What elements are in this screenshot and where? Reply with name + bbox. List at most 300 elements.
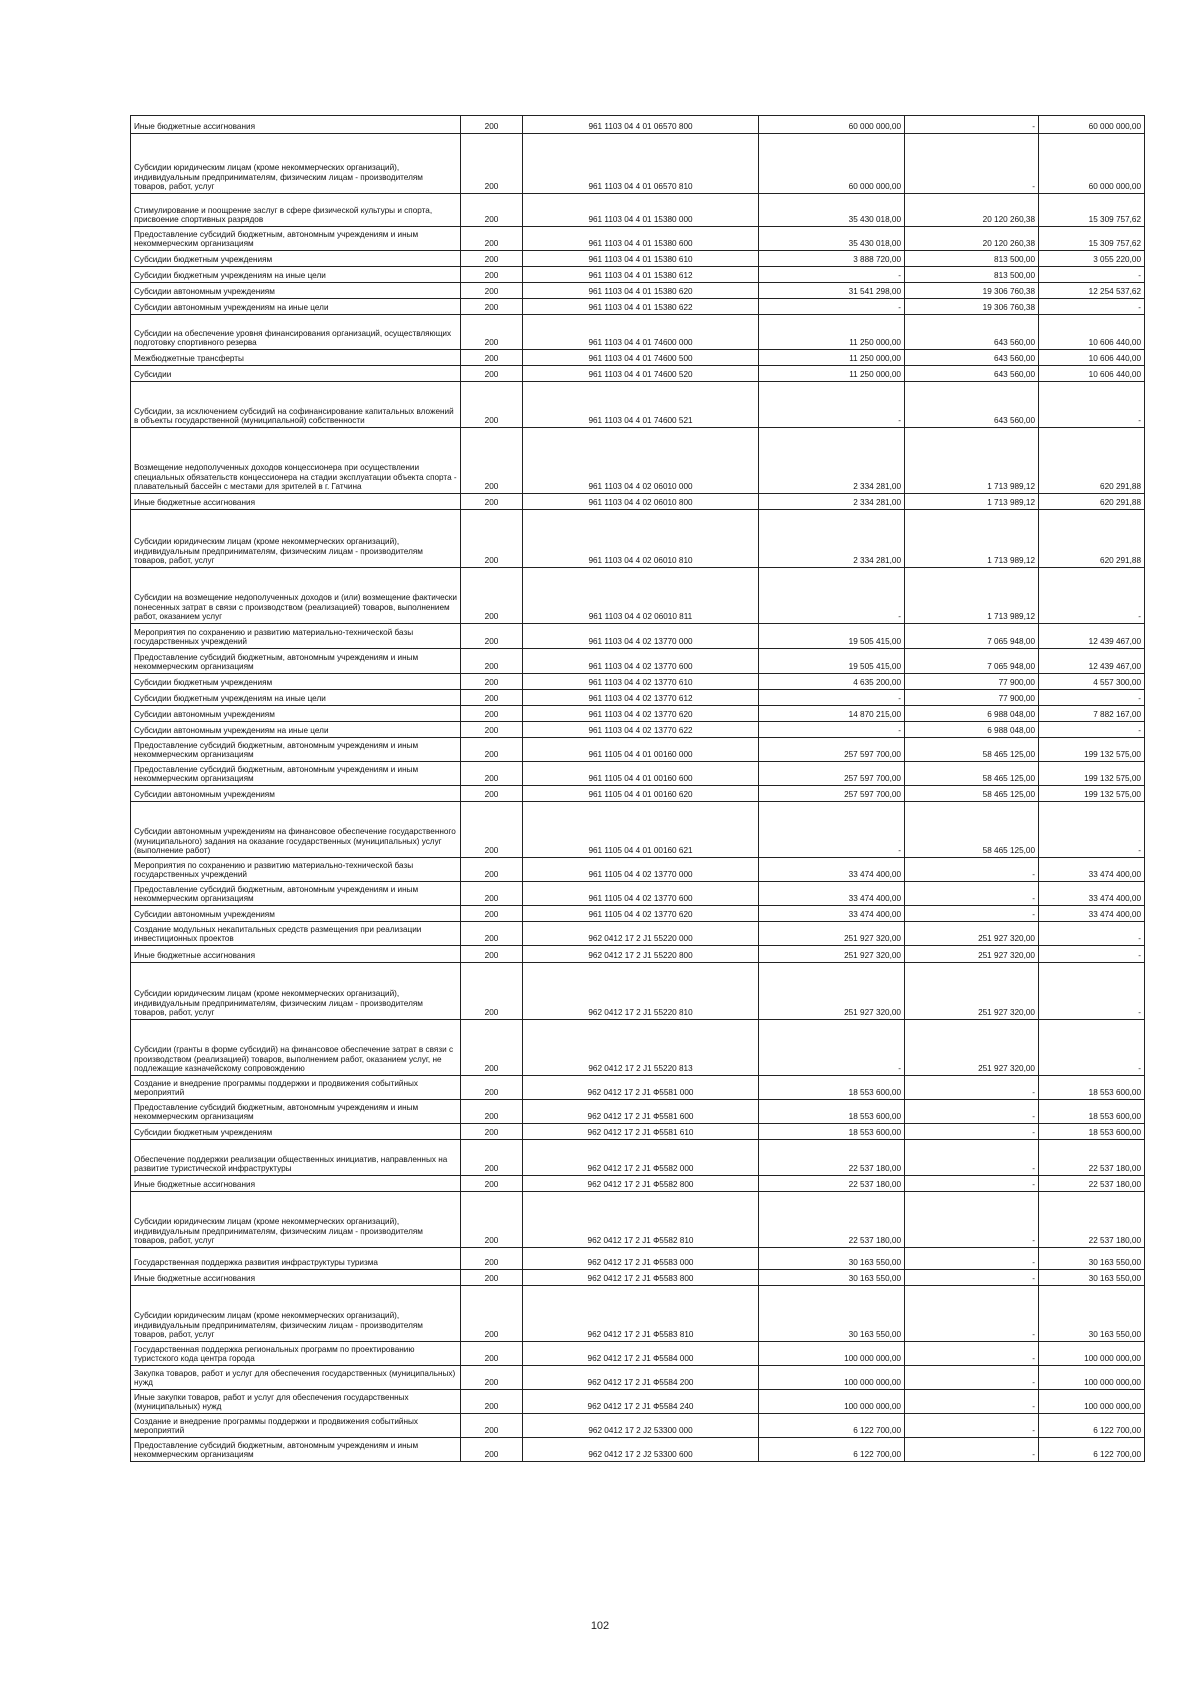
row-budget-code: 961 1103 04 4 01 15380 612 [523, 267, 759, 283]
row-approved-amount: - [759, 802, 905, 858]
row-name: Субсидии бюджетным учреждениям на иные цели [131, 267, 461, 283]
row-unexecuted-amount: 3 055 220,00 [1039, 251, 1145, 267]
row-executed-amount: - [905, 906, 1039, 922]
row-budget-code: 961 1103 04 4 01 74600 521 [523, 382, 759, 428]
row-budget-code: 962 0412 17 2 J1 55220 000 [523, 922, 759, 946]
row-line-code: 200 [461, 922, 523, 946]
table-row [131, 922, 1145, 946]
row-unexecuted-amount: - [1039, 922, 1145, 946]
row-unexecuted-amount: - [1039, 802, 1145, 858]
row-line-code: 200 [461, 858, 523, 882]
row-executed-amount: - [905, 1342, 1039, 1366]
row-approved-amount: 3 888 720,00 [759, 251, 905, 267]
row-unexecuted-amount: 33 474 400,00 [1039, 858, 1145, 882]
row-executed-amount: 643 560,00 [905, 366, 1039, 382]
row-line-code: 200 [461, 722, 523, 738]
row-unexecuted-amount: 10 606 440,00 [1039, 366, 1145, 382]
row-name: Субсидии юридическим лицам (кроме некоммерческих организаций), индивидуальным предпринимателям, физическим лицам - производителям товаров, работ, услуг [131, 510, 461, 568]
row-line-code: 200 [461, 1100, 523, 1124]
row-budget-code: 961 1103 04 4 01 15380 600 [523, 227, 759, 251]
row-executed-amount: - [905, 882, 1039, 906]
row-executed-amount: - [905, 1140, 1039, 1176]
row-approved-amount: 257 597 700,00 [759, 762, 905, 786]
table-row [131, 1342, 1145, 1366]
row-unexecuted-amount: - [1039, 690, 1145, 706]
table-row [131, 624, 1145, 649]
row-budget-code: 961 1103 04 4 01 15380 622 [523, 299, 759, 315]
row-unexecuted-amount: - [1039, 299, 1145, 315]
row-budget-code: 961 1103 04 4 02 06010 000 [523, 428, 759, 494]
row-unexecuted-amount: - [1039, 1020, 1145, 1076]
row-approved-amount: 35 430 018,00 [759, 194, 905, 227]
row-budget-code: 962 0412 17 2 J1 Ф5584 200 [523, 1366, 759, 1390]
table-row [131, 762, 1145, 786]
row-name: Иные бюджетные ассигнования [131, 494, 461, 510]
row-line-code: 200 [461, 1248, 523, 1270]
row-name: Субсидии автономным учреждениям на финансовое обеспечение государственного (муниципального) задания на оказание государственных (муниципальных) услуг (выполнение работ) [131, 802, 461, 858]
row-name: Создание и внедрение программы поддержки и продвижения событийных мероприятий [131, 1076, 461, 1100]
row-approved-amount: 6 122 700,00 [759, 1414, 905, 1438]
row-name: Субсидии автономным учреждениям на иные цели [131, 299, 461, 315]
row-line-code: 200 [461, 1020, 523, 1076]
table-row [131, 1390, 1145, 1414]
row-line-code: 200 [461, 1286, 523, 1342]
row-unexecuted-amount: 18 553 600,00 [1039, 1100, 1145, 1124]
row-unexecuted-amount: 100 000 000,00 [1039, 1390, 1145, 1414]
row-budget-code: 961 1105 04 4 01 00160 621 [523, 802, 759, 858]
row-line-code: 200 [461, 1140, 523, 1176]
row-approved-amount: 60 000 000,00 [759, 116, 905, 134]
table-row [131, 227, 1145, 251]
row-executed-amount: - [905, 1270, 1039, 1286]
row-budget-code: 962 0412 17 2 J1 Ф5583 800 [523, 1270, 759, 1286]
row-approved-amount: 19 505 415,00 [759, 624, 905, 649]
table-row [131, 1366, 1145, 1390]
row-line-code: 200 [461, 116, 523, 134]
row-unexecuted-amount: 6 122 700,00 [1039, 1438, 1145, 1462]
row-approved-amount: 4 635 200,00 [759, 674, 905, 690]
row-unexecuted-amount: 60 000 000,00 [1039, 116, 1145, 134]
row-unexecuted-amount: 12 439 467,00 [1039, 624, 1145, 649]
table-row [131, 1286, 1145, 1342]
row-unexecuted-amount: 10 606 440,00 [1039, 315, 1145, 350]
row-line-code: 200 [461, 1366, 523, 1390]
row-name: Субсидии автономным учреждениям [131, 283, 461, 299]
row-name: Предоставление субсидий бюджетным, автономным учреждениям и иным некоммерческим организациям [131, 882, 461, 906]
table-row [131, 350, 1145, 366]
row-approved-amount: 18 553 600,00 [759, 1124, 905, 1140]
row-approved-amount: 251 927 320,00 [759, 963, 905, 1020]
row-approved-amount: 33 474 400,00 [759, 906, 905, 922]
row-approved-amount: 30 163 550,00 [759, 1270, 905, 1286]
table-row [131, 428, 1145, 494]
row-name: Предоставление субсидий бюджетным, автономным учреждениям и иным некоммерческим организациям [131, 1100, 461, 1124]
row-name: Субсидии (гранты в форме субсидий) на финансовое обеспечение затрат в связи с производством (реализацией) товаров, выполнением работ, оказанием услуг, не подлежащие казначейскому сопровождению [131, 1020, 461, 1076]
table-row [131, 1270, 1145, 1286]
table-row [131, 510, 1145, 568]
table-row [131, 946, 1145, 963]
row-executed-amount: 251 927 320,00 [905, 946, 1039, 963]
row-budget-code: 962 0412 17 2 J1 Ф5581 600 [523, 1100, 759, 1124]
row-executed-amount: 19 306 760,38 [905, 299, 1039, 315]
row-line-code: 200 [461, 946, 523, 963]
row-line-code: 200 [461, 963, 523, 1020]
row-name: Субсидии бюджетным учреждениям [131, 251, 461, 267]
row-name: Возмещение недополученных доходов концессионера при осуществлении специальных обязательств концессионера на стадии эксплуатации объекта спорта - плавательный бассейн с местами для зрителей в г. Гатчина [131, 428, 461, 494]
row-unexecuted-amount: - [1039, 963, 1145, 1020]
row-name: Предоставление субсидий бюджетным, автономным учреждениям и иным некоммерческим организациям [131, 1438, 461, 1462]
row-unexecuted-amount: 22 537 180,00 [1039, 1140, 1145, 1176]
row-executed-amount: 20 120 260,38 [905, 194, 1039, 227]
row-name: Субсидии на обеспечение уровня финансирования организаций, осуществляющих подготовку спортивного резерва [131, 315, 461, 350]
row-budget-code: 961 1103 04 4 01 74600 000 [523, 315, 759, 350]
row-line-code: 200 [461, 350, 523, 366]
row-unexecuted-amount: 199 132 575,00 [1039, 738, 1145, 762]
row-budget-code: 961 1103 04 4 02 06010 800 [523, 494, 759, 510]
page-number: 102 [590, 1620, 610, 1632]
row-line-code: 200 [461, 510, 523, 568]
table-row [131, 134, 1145, 194]
row-approved-amount: 100 000 000,00 [759, 1342, 905, 1366]
row-executed-amount: 77 900,00 [905, 674, 1039, 690]
row-line-code: 200 [461, 786, 523, 802]
table-row [131, 858, 1145, 882]
row-line-code: 200 [461, 428, 523, 494]
row-budget-code: 961 1103 04 4 01 06570 810 [523, 134, 759, 194]
row-executed-amount: 643 560,00 [905, 315, 1039, 350]
row-executed-amount: - [905, 1176, 1039, 1192]
table-row [131, 382, 1145, 428]
budget-table-body [131, 116, 1145, 1462]
row-budget-code: 962 0412 17 2 J2 53300 600 [523, 1438, 759, 1462]
row-budget-code: 962 0412 17 2 J1 55220 810 [523, 963, 759, 1020]
row-name: Субсидии автономным учреждениям [131, 786, 461, 802]
row-name: Субсидии бюджетным учреждениям [131, 1124, 461, 1140]
row-unexecuted-amount: 18 553 600,00 [1039, 1076, 1145, 1100]
row-unexecuted-amount: 6 122 700,00 [1039, 1414, 1145, 1438]
row-budget-code: 962 0412 17 2 J2 53300 000 [523, 1414, 759, 1438]
row-budget-code: 961 1103 04 4 02 13770 612 [523, 690, 759, 706]
row-line-code: 200 [461, 1270, 523, 1286]
row-budget-code: 961 1103 04 4 02 06010 811 [523, 568, 759, 624]
row-name: Мероприятия по сохранению и развитию материально-технической базы государственных учреждений [131, 858, 461, 882]
row-name: Создание модульных некапитальных средств размещения при реализации инвестиционных проектов [131, 922, 461, 946]
row-approved-amount: 6 122 700,00 [759, 1438, 905, 1462]
table-row [131, 906, 1145, 922]
row-executed-amount: 7 065 948,00 [905, 624, 1039, 649]
table-row [131, 568, 1145, 624]
row-line-code: 200 [461, 624, 523, 649]
row-line-code: 200 [461, 1176, 523, 1192]
row-name: Иные бюджетные ассигнования [131, 1270, 461, 1286]
row-line-code: 200 [461, 315, 523, 350]
row-approved-amount: - [759, 568, 905, 624]
row-executed-amount: - [905, 1366, 1039, 1390]
row-unexecuted-amount: 33 474 400,00 [1039, 906, 1145, 922]
table-row [131, 1100, 1145, 1124]
row-approved-amount: 18 553 600,00 [759, 1076, 905, 1100]
row-executed-amount: 7 065 948,00 [905, 649, 1039, 674]
row-name: Иные закупки товаров, работ и услуг для обеспечения государственных (муниципальных) нужд [131, 1390, 461, 1414]
table-row [131, 674, 1145, 690]
row-name: Иные бюджетные ассигнования [131, 946, 461, 963]
table-row [131, 299, 1145, 315]
row-approved-amount: 100 000 000,00 [759, 1390, 905, 1414]
row-budget-code: 962 0412 17 2 J1 Ф5582 000 [523, 1140, 759, 1176]
row-name: Иные бюджетные ассигнования [131, 116, 461, 134]
row-budget-code: 962 0412 17 2 J1 Ф5581 610 [523, 1124, 759, 1140]
row-line-code: 200 [461, 674, 523, 690]
row-line-code: 200 [461, 1390, 523, 1414]
row-approved-amount: - [759, 690, 905, 706]
row-executed-amount: 1 713 989,12 [905, 428, 1039, 494]
table-row [131, 802, 1145, 858]
row-approved-amount: 60 000 000,00 [759, 134, 905, 194]
row-name: Субсидии юридическим лицам (кроме некоммерческих организаций), индивидуальным предпринимателям, физическим лицам - производителям товаров, работ, услуг [131, 134, 461, 194]
row-unexecuted-amount: 12 254 537,62 [1039, 283, 1145, 299]
row-unexecuted-amount: 199 132 575,00 [1039, 786, 1145, 802]
row-name: Мероприятия по сохранению и развитию материально-технической базы государственных учреждений [131, 624, 461, 649]
table-row [131, 690, 1145, 706]
row-approved-amount: 251 927 320,00 [759, 946, 905, 963]
row-approved-amount: 11 250 000,00 [759, 315, 905, 350]
row-unexecuted-amount: 22 537 180,00 [1039, 1192, 1145, 1248]
row-name: Субсидии бюджетным учреждениям [131, 674, 461, 690]
row-budget-code: 961 1103 04 4 02 13770 610 [523, 674, 759, 690]
row-line-code: 200 [461, 802, 523, 858]
row-name: Предоставление субсидий бюджетным, автономным учреждениям и иным некоммерческим организациям [131, 738, 461, 762]
row-name: Субсидии автономным учреждениям [131, 906, 461, 922]
row-approved-amount: 30 163 550,00 [759, 1286, 905, 1342]
row-unexecuted-amount: 7 882 167,00 [1039, 706, 1145, 722]
row-line-code: 200 [461, 1342, 523, 1366]
row-budget-code: 961 1103 04 4 01 74600 520 [523, 366, 759, 382]
row-budget-code: 961 1103 04 4 01 15380 620 [523, 283, 759, 299]
row-line-code: 200 [461, 1124, 523, 1140]
row-unexecuted-amount: - [1039, 722, 1145, 738]
row-approved-amount: 30 163 550,00 [759, 1248, 905, 1270]
row-unexecuted-amount: 620 291,88 [1039, 494, 1145, 510]
row-line-code: 200 [461, 251, 523, 267]
table-row [131, 1438, 1145, 1462]
row-budget-code: 961 1105 04 4 02 13770 620 [523, 906, 759, 922]
row-executed-amount: - [905, 858, 1039, 882]
row-name: Предоставление субсидий бюджетным, автономным учреждениям и иным некоммерческим организациям [131, 649, 461, 674]
row-line-code: 200 [461, 738, 523, 762]
table-row [131, 251, 1145, 267]
row-budget-code: 961 1105 04 4 01 00160 620 [523, 786, 759, 802]
row-approved-amount: 33 474 400,00 [759, 858, 905, 882]
row-unexecuted-amount: - [1039, 568, 1145, 624]
row-executed-amount: 251 927 320,00 [905, 1020, 1039, 1076]
row-executed-amount: 643 560,00 [905, 382, 1039, 428]
table-row [131, 963, 1145, 1020]
row-approved-amount: - [759, 722, 905, 738]
row-line-code: 200 [461, 706, 523, 722]
row-budget-code: 961 1103 04 4 02 13770 000 [523, 624, 759, 649]
table-row [131, 494, 1145, 510]
row-line-code: 200 [461, 1438, 523, 1462]
row-unexecuted-amount: 100 000 000,00 [1039, 1342, 1145, 1366]
row-approved-amount: 257 597 700,00 [759, 786, 905, 802]
row-unexecuted-amount: - [1039, 267, 1145, 283]
row-name: Субсидии автономным учреждениям [131, 706, 461, 722]
table-row [131, 722, 1145, 738]
row-budget-code: 962 0412 17 2 J1 Ф5581 000 [523, 1076, 759, 1100]
row-executed-amount: 20 120 260,38 [905, 227, 1039, 251]
row-budget-code: 961 1103 04 4 02 06010 810 [523, 510, 759, 568]
row-budget-code: 962 0412 17 2 J1 Ф5584 240 [523, 1390, 759, 1414]
row-executed-amount: 813 500,00 [905, 251, 1039, 267]
row-executed-amount: 58 465 125,00 [905, 738, 1039, 762]
row-unexecuted-amount: - [1039, 382, 1145, 428]
table-row [131, 786, 1145, 802]
row-budget-code: 961 1103 04 4 02 13770 620 [523, 706, 759, 722]
row-approved-amount: - [759, 267, 905, 283]
row-name: Субсидии, за исключением субсидий на софинансирование капитальных вложений в объекты государственной (муниципальной) собственности [131, 382, 461, 428]
row-budget-code: 962 0412 17 2 J1 55220 813 [523, 1020, 759, 1076]
table-row [131, 267, 1145, 283]
row-budget-code: 961 1105 04 4 02 13770 600 [523, 882, 759, 906]
table-row [131, 1414, 1145, 1438]
row-approved-amount: 2 334 281,00 [759, 494, 905, 510]
table-row [131, 1020, 1145, 1076]
row-unexecuted-amount: 30 163 550,00 [1039, 1286, 1145, 1342]
row-budget-code: 961 1105 04 4 01 00160 600 [523, 762, 759, 786]
row-name: Субсидии бюджетным учреждениям на иные цели [131, 690, 461, 706]
row-executed-amount: 1 713 989,12 [905, 494, 1039, 510]
table-row [131, 882, 1145, 906]
row-name: Субсидии [131, 366, 461, 382]
row-executed-amount: 643 560,00 [905, 350, 1039, 366]
row-unexecuted-amount: 15 309 757,62 [1039, 194, 1145, 227]
row-executed-amount: - [905, 1192, 1039, 1248]
row-unexecuted-amount: 12 439 467,00 [1039, 649, 1145, 674]
row-budget-code: 961 1103 04 4 01 15380 610 [523, 251, 759, 267]
row-approved-amount: 22 537 180,00 [759, 1192, 905, 1248]
row-executed-amount: 58 465 125,00 [905, 762, 1039, 786]
table-row [131, 194, 1145, 227]
row-line-code: 200 [461, 762, 523, 786]
row-executed-amount: - [905, 1414, 1039, 1438]
row-executed-amount: 58 465 125,00 [905, 786, 1039, 802]
row-name: Создание и внедрение программы поддержки и продвижения событийных мероприятий [131, 1414, 461, 1438]
row-approved-amount: 22 537 180,00 [759, 1176, 905, 1192]
row-unexecuted-amount: 30 163 550,00 [1039, 1270, 1145, 1286]
table-row [131, 283, 1145, 299]
row-line-code: 200 [461, 283, 523, 299]
row-executed-amount: 6 988 048,00 [905, 706, 1039, 722]
row-executed-amount: 77 900,00 [905, 690, 1039, 706]
table-row [131, 1124, 1145, 1140]
table-row [131, 1140, 1145, 1176]
row-budget-code: 961 1105 04 4 01 00160 000 [523, 738, 759, 762]
row-name: Государственная поддержка региональных программ по проектированию туристского кода центра города [131, 1342, 461, 1366]
row-line-code: 200 [461, 882, 523, 906]
row-executed-amount: 251 927 320,00 [905, 963, 1039, 1020]
row-executed-amount: - [905, 1248, 1039, 1270]
row-approved-amount: 14 870 215,00 [759, 706, 905, 722]
row-approved-amount: 11 250 000,00 [759, 350, 905, 366]
row-approved-amount: 100 000 000,00 [759, 1366, 905, 1390]
row-approved-amount: 35 430 018,00 [759, 227, 905, 251]
row-executed-amount: 813 500,00 [905, 267, 1039, 283]
row-line-code: 200 [461, 1076, 523, 1100]
row-name: Обеспечение поддержки реализации общественных инициатив, направленных на развитие туристической инфраструктуры [131, 1140, 461, 1176]
row-approved-amount: 257 597 700,00 [759, 738, 905, 762]
row-executed-amount: 1 713 989,12 [905, 568, 1039, 624]
row-name: Предоставление субсидий бюджетным, автономным учреждениям и иным некоммерческим организациям [131, 762, 461, 786]
row-line-code: 200 [461, 690, 523, 706]
row-approved-amount: 11 250 000,00 [759, 366, 905, 382]
row-executed-amount: - [905, 134, 1039, 194]
row-name: Стимулирование и поощрение заслуг в сфере физической культуры и спорта, присвоение спортивных разрядов [131, 194, 461, 227]
row-executed-amount: - [905, 1286, 1039, 1342]
row-approved-amount: 251 927 320,00 [759, 922, 905, 946]
row-approved-amount: 2 334 281,00 [759, 428, 905, 494]
row-unexecuted-amount: 4 557 300,00 [1039, 674, 1145, 690]
row-budget-code: 961 1105 04 4 02 13770 000 [523, 858, 759, 882]
row-executed-amount: 58 465 125,00 [905, 802, 1039, 858]
row-name: Государственная поддержка развития инфраструктуры туризма [131, 1248, 461, 1270]
row-unexecuted-amount: 10 606 440,00 [1039, 350, 1145, 366]
row-budget-code: 961 1103 04 4 01 74600 500 [523, 350, 759, 366]
row-budget-code: 961 1103 04 4 02 13770 622 [523, 722, 759, 738]
budget-table [130, 115, 1145, 1462]
row-budget-code: 962 0412 17 2 J1 55220 800 [523, 946, 759, 963]
table-row [131, 1076, 1145, 1100]
row-line-code: 200 [461, 227, 523, 251]
row-name: Субсидии юридическим лицам (кроме некоммерческих организаций), индивидуальным предпринимателям, физическим лицам - производителям товаров, работ, услуг [131, 1286, 461, 1342]
row-unexecuted-amount: - [1039, 946, 1145, 963]
row-executed-amount: 251 927 320,00 [905, 922, 1039, 946]
row-name: Субсидии юридическим лицам (кроме некоммерческих организаций), индивидуальным предпринимателям, физическим лицам - производителям товаров, работ, услуг [131, 1192, 461, 1248]
row-approved-amount: - [759, 382, 905, 428]
row-executed-amount: 19 306 760,38 [905, 283, 1039, 299]
table-row [131, 116, 1145, 134]
row-executed-amount: - [905, 1438, 1039, 1462]
row-executed-amount: - [905, 116, 1039, 134]
row-executed-amount: - [905, 1124, 1039, 1140]
row-unexecuted-amount: 33 474 400,00 [1039, 882, 1145, 906]
row-unexecuted-amount: 22 537 180,00 [1039, 1176, 1145, 1192]
row-approved-amount: - [759, 299, 905, 315]
row-unexecuted-amount: 60 000 000,00 [1039, 134, 1145, 194]
row-budget-code: 962 0412 17 2 J1 Ф5583 810 [523, 1286, 759, 1342]
row-unexecuted-amount: 620 291,88 [1039, 510, 1145, 568]
row-unexecuted-amount: 620 291,88 [1039, 428, 1145, 494]
row-unexecuted-amount: 30 163 550,00 [1039, 1248, 1145, 1270]
table-row [131, 366, 1145, 382]
row-executed-amount: - [905, 1076, 1039, 1100]
row-name: Закупка товаров, работ и услуг для обеспечения государственных (муниципальных) нужд [131, 1366, 461, 1390]
row-line-code: 200 [461, 568, 523, 624]
row-line-code: 200 [461, 299, 523, 315]
row-approved-amount: - [759, 1020, 905, 1076]
row-approved-amount: 22 537 180,00 [759, 1140, 905, 1176]
row-approved-amount: 33 474 400,00 [759, 882, 905, 906]
row-line-code: 200 [461, 382, 523, 428]
row-budget-code: 962 0412 17 2 J1 Ф5583 000 [523, 1248, 759, 1270]
row-approved-amount: 18 553 600,00 [759, 1100, 905, 1124]
row-line-code: 200 [461, 1414, 523, 1438]
row-unexecuted-amount: 100 000 000,00 [1039, 1366, 1145, 1390]
row-unexecuted-amount: 199 132 575,00 [1039, 762, 1145, 786]
row-line-code: 200 [461, 134, 523, 194]
row-executed-amount: - [905, 1390, 1039, 1414]
row-budget-code: 962 0412 17 2 J1 Ф5582 800 [523, 1176, 759, 1192]
row-budget-code: 961 1103 04 4 01 15380 000 [523, 194, 759, 227]
